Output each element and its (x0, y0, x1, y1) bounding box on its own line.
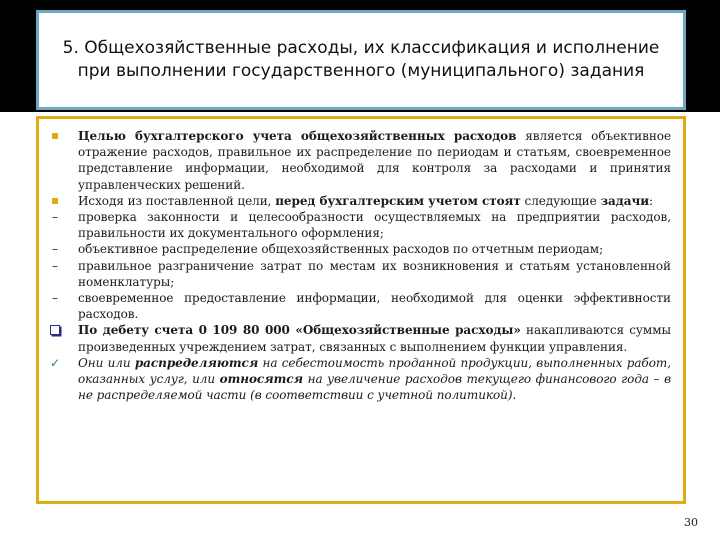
slide-title: 5. Общехозяйственные расходы, их классификация и исполнение при выполнении государственного (муниципального) задания (62, 38, 660, 81)
page-number: 30 (684, 516, 698, 529)
check-icon: ✓ (49, 355, 61, 370)
title-box (36, 10, 686, 110)
item-text (78, 355, 671, 404)
item-italic: Они или (78, 355, 135, 370)
list-item (39, 355, 683, 404)
item-body: : (649, 193, 654, 208)
content-list (39, 128, 683, 403)
item-text: проверка законности и целесообразности осуществляемых на предприятии расходов, правильности их документального оформления; (78, 210, 671, 241)
dash-item (39, 241, 683, 257)
item-text (78, 128, 671, 193)
item-italic: (в соответствии с учетной политикой). (246, 388, 517, 403)
content-frame (36, 116, 686, 504)
item-bold: Целью бухгалтерского учета общехозяйственных расходов (78, 129, 517, 143)
dash-icon: – (52, 242, 58, 257)
item-text (78, 193, 671, 209)
item-text (78, 322, 671, 354)
item-text: правильное разграничение затрат по местам их возникновения и статьям установленной номенклатуры; (78, 258, 671, 289)
item-bold: По дебету счета 0 109 80 000 «Общехозяйственные расходы» (78, 323, 521, 338)
dash-item (39, 209, 683, 241)
square-bullet-icon (39, 128, 71, 144)
item-bold-italic: относятся (219, 372, 304, 387)
checkbox-icon (39, 322, 71, 338)
item-text: объективное распределение общехозяйственных расходов по отчетным периодам; (78, 242, 604, 257)
dash-icon: – (52, 210, 58, 225)
dash-item (39, 258, 683, 290)
item-body: накапливаются суммы произведенных учреждением затрат, связанных с выполнением функции управления. (78, 323, 671, 354)
list-item (39, 193, 683, 209)
item-italic: на увеличение расходов текущего финансового года – в не распределяемой части (78, 372, 672, 403)
item-bold: перед бухгалтерским учетом стоят (275, 193, 521, 208)
item-bold-italic: распределяются (134, 355, 259, 370)
item-body: является объективное отражение расходов, правильное их распределение по периодам и статьям, своевременное представление информации, необходимой для контроля за расходами и принятия управленческих решений. (78, 129, 671, 192)
list-item (39, 322, 683, 354)
item-text: своевременное предоставление информации, необходимой для оценки эффективности расходов. (78, 291, 671, 322)
item-bold: задачи (600, 193, 650, 208)
square-bullet-icon (39, 193, 71, 209)
dash-item (39, 290, 683, 322)
item-italic: на себестоимость проданной продукции, выполненных работ, оказанных услуг, или (78, 355, 671, 387)
dash-icon: – (52, 258, 58, 273)
list-item (39, 128, 683, 193)
dash-icon: – (52, 291, 58, 306)
item-body: Исходя из поставленной цели, (78, 193, 276, 208)
item-body: следующие (520, 193, 601, 208)
